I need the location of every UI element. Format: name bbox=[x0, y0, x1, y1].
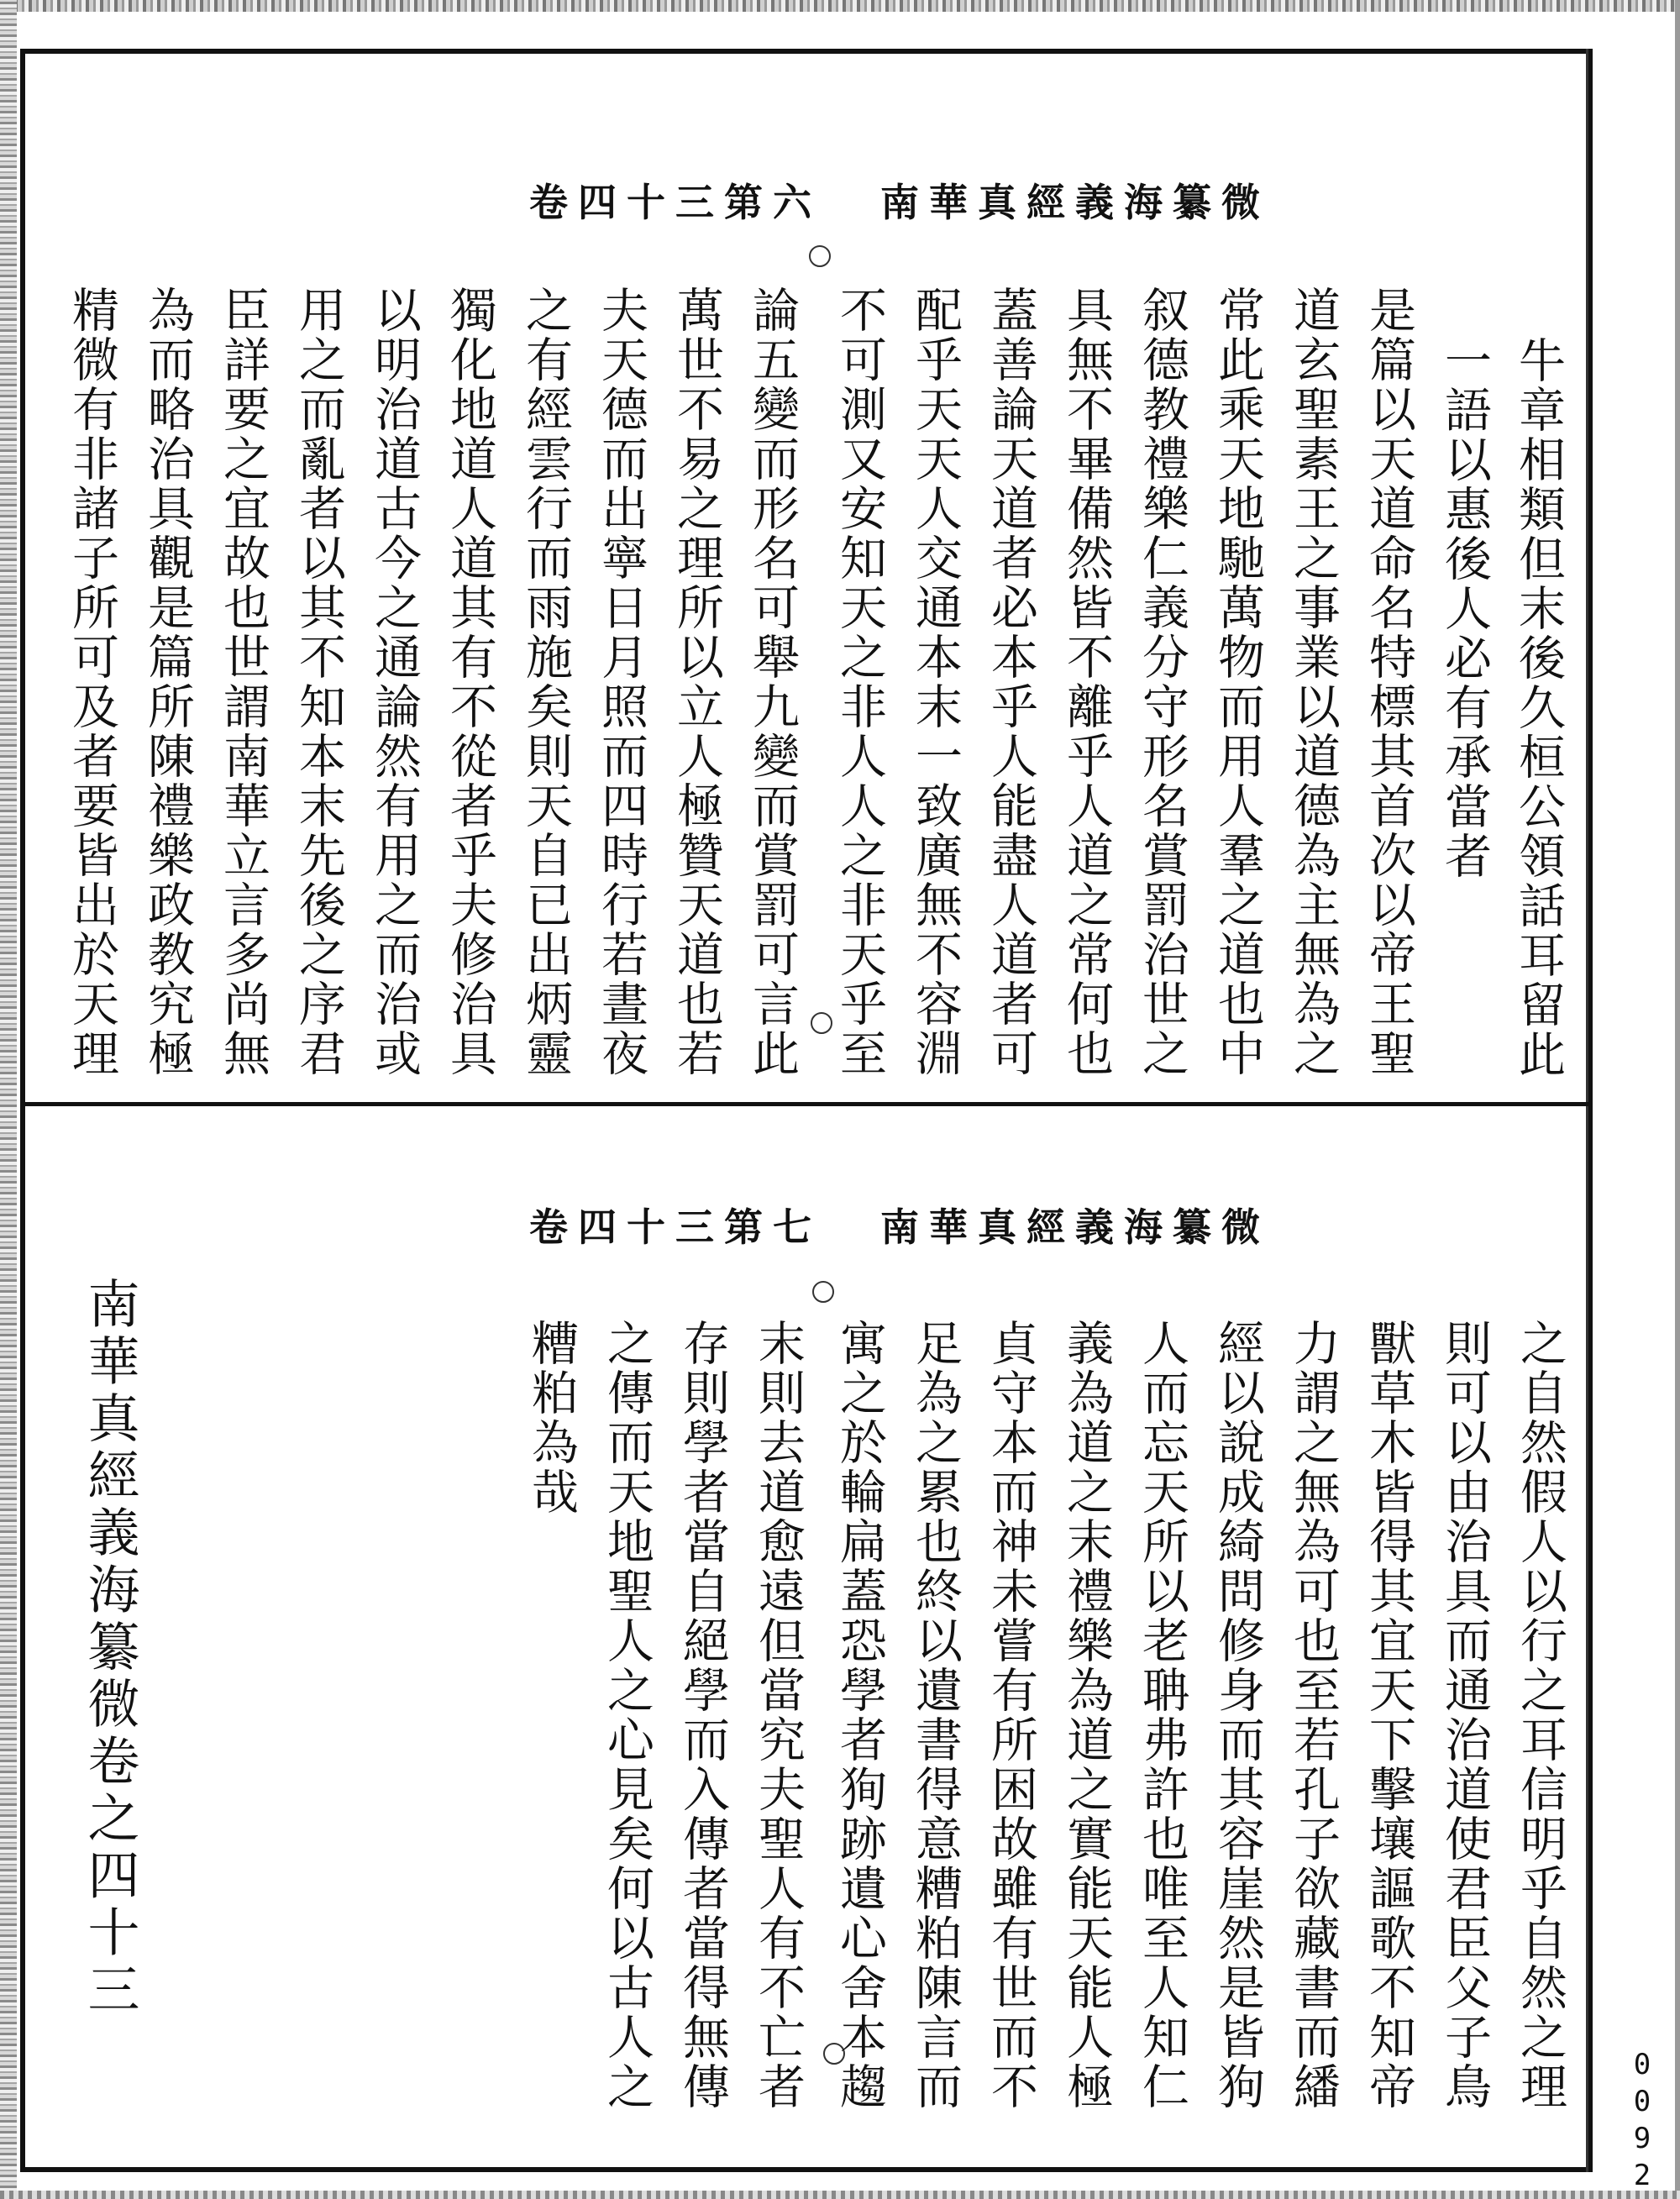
lower-text-column: 末則去道愈遠但當究夫聖人有不亡者 bbox=[751, 1319, 806, 2112]
volume-end-colophon: 南華真經義海纂微卷之四十三 bbox=[79, 1277, 140, 2019]
upper-header-volume: 卷四十三第六 bbox=[529, 180, 822, 225]
upper-text-column: 用之而亂者以其不知本末先後之序君 bbox=[291, 286, 346, 1079]
upper-text-column: 常此乘天地馳萬物而用人羣之道也中 bbox=[1210, 286, 1265, 1079]
upper-text-column: 夫天德而出寧日月照而四時行若晝夜 bbox=[594, 286, 648, 1079]
upper-text-column: 之有經雲行而雨施矣則天自已出炳靈 bbox=[518, 286, 573, 1079]
upper-text-column: 臣詳要之宜故也世謂南華立言多尚無 bbox=[216, 286, 270, 1079]
lower-text-column: 經以說成綺問修身而其容崖然是皆狗 bbox=[1210, 1319, 1265, 2112]
scan-edge-right bbox=[1675, 0, 1680, 2199]
lower-text-column: 糟粕為哉 bbox=[524, 1319, 579, 1517]
upper-text-column: 牛章相類但末後久桓公領話耳留此 bbox=[1511, 336, 1566, 1079]
page-divider bbox=[20, 1102, 1593, 1106]
upper-text-column: 萬世不易之理所以立人極贊天道也若 bbox=[669, 286, 724, 1079]
upper-text-column: 一語以惠後人必有承當者 bbox=[1437, 336, 1492, 881]
upper-text-column: 以明治道古今之通論然有用之而治或 bbox=[367, 286, 422, 1079]
upper-text-column: 精微有非諸子所可及者要皆出於天理 bbox=[65, 286, 119, 1079]
frame-inner-line bbox=[1586, 49, 1588, 2172]
lower-header-volume: 卷四十三第七 bbox=[529, 1204, 822, 1250]
fold-circle-mark bbox=[809, 245, 831, 267]
upper-text-column: 獨化地道人道其有不從者乎夫修治具 bbox=[443, 286, 497, 1079]
upper-text-column: 道玄聖素王之事業以道德為主無為之 bbox=[1286, 286, 1341, 1079]
lower-text-column: 之傳而天地聖人之心見矣何以古人之 bbox=[600, 1319, 654, 2112]
lower-text-column: 則可以由治具而通治道使君臣父子鳥 bbox=[1437, 1319, 1492, 2112]
upper-text-column: 不可測又安知天之非人人之非天乎至 bbox=[832, 286, 887, 1079]
lower-page-header bbox=[529, 1197, 1270, 1252]
scan-edge-bottom bbox=[0, 2191, 1680, 2199]
lower-text-column: 義為道之末禮樂為道之實能天能人極 bbox=[1059, 1319, 1114, 2112]
lower-text-column: 貞守本而神未嘗有所困故雖有世而不 bbox=[984, 1319, 1038, 2112]
lower-text-column: 人而忘天所以老聃弗許也唯至人知仁 bbox=[1135, 1319, 1189, 2112]
fold-circle-mark bbox=[812, 1281, 834, 1303]
lower-text-column: 力謂之無為可也至若孔子欲藏書而繙 bbox=[1286, 1319, 1341, 2112]
page-number: 0092 bbox=[1625, 2048, 1659, 2196]
lower-text-column: 寓之於輪扁蓋恐學者狥跡遺心舍本趨 bbox=[832, 1319, 887, 2112]
upper-text-column: 叙德教禮樂仁義分守形名賞罰治世之 bbox=[1135, 286, 1189, 1079]
scan-edge-left bbox=[0, 0, 17, 2199]
upper-text-column: 為而略治具觀是篇所陳禮樂政教究極 bbox=[140, 286, 195, 1079]
lower-header-title: 南華真經義海纂微 bbox=[880, 1204, 1270, 1250]
lower-text-column: 獸草木皆得其宜天下擊壤謳歌不知帝 bbox=[1362, 1319, 1416, 2112]
scan-edge-top bbox=[0, 0, 1680, 12]
upper-text-column: 具無不畢備然皆不離乎人道之常何也 bbox=[1059, 286, 1114, 1079]
upper-text-column: 論五變而形名可舉九變而賞罰可言此 bbox=[745, 286, 800, 1079]
lower-text-column: 存則學者當自絕學而入傳者當得無傳 bbox=[675, 1319, 730, 2112]
fold-circle-mark bbox=[811, 1012, 832, 1034]
upper-text-column: 蓋善論天道者必本乎人能盡人道者可 bbox=[984, 286, 1038, 1079]
upper-header-title: 南華真經義海纂微 bbox=[880, 180, 1270, 225]
upper-page-header bbox=[529, 172, 1270, 228]
lower-text-column: 足為之累也終以遺書得意糟粕陳言而 bbox=[908, 1319, 963, 2112]
lower-text-column: 之自然假人以行之耳信明乎自然之理 bbox=[1513, 1319, 1567, 2112]
upper-text-column: 是篇以天道命名特標其首次以帝王聖 bbox=[1362, 286, 1416, 1079]
upper-text-column: 配乎天天人交通本末一致廣無不容淵 bbox=[908, 286, 963, 1079]
